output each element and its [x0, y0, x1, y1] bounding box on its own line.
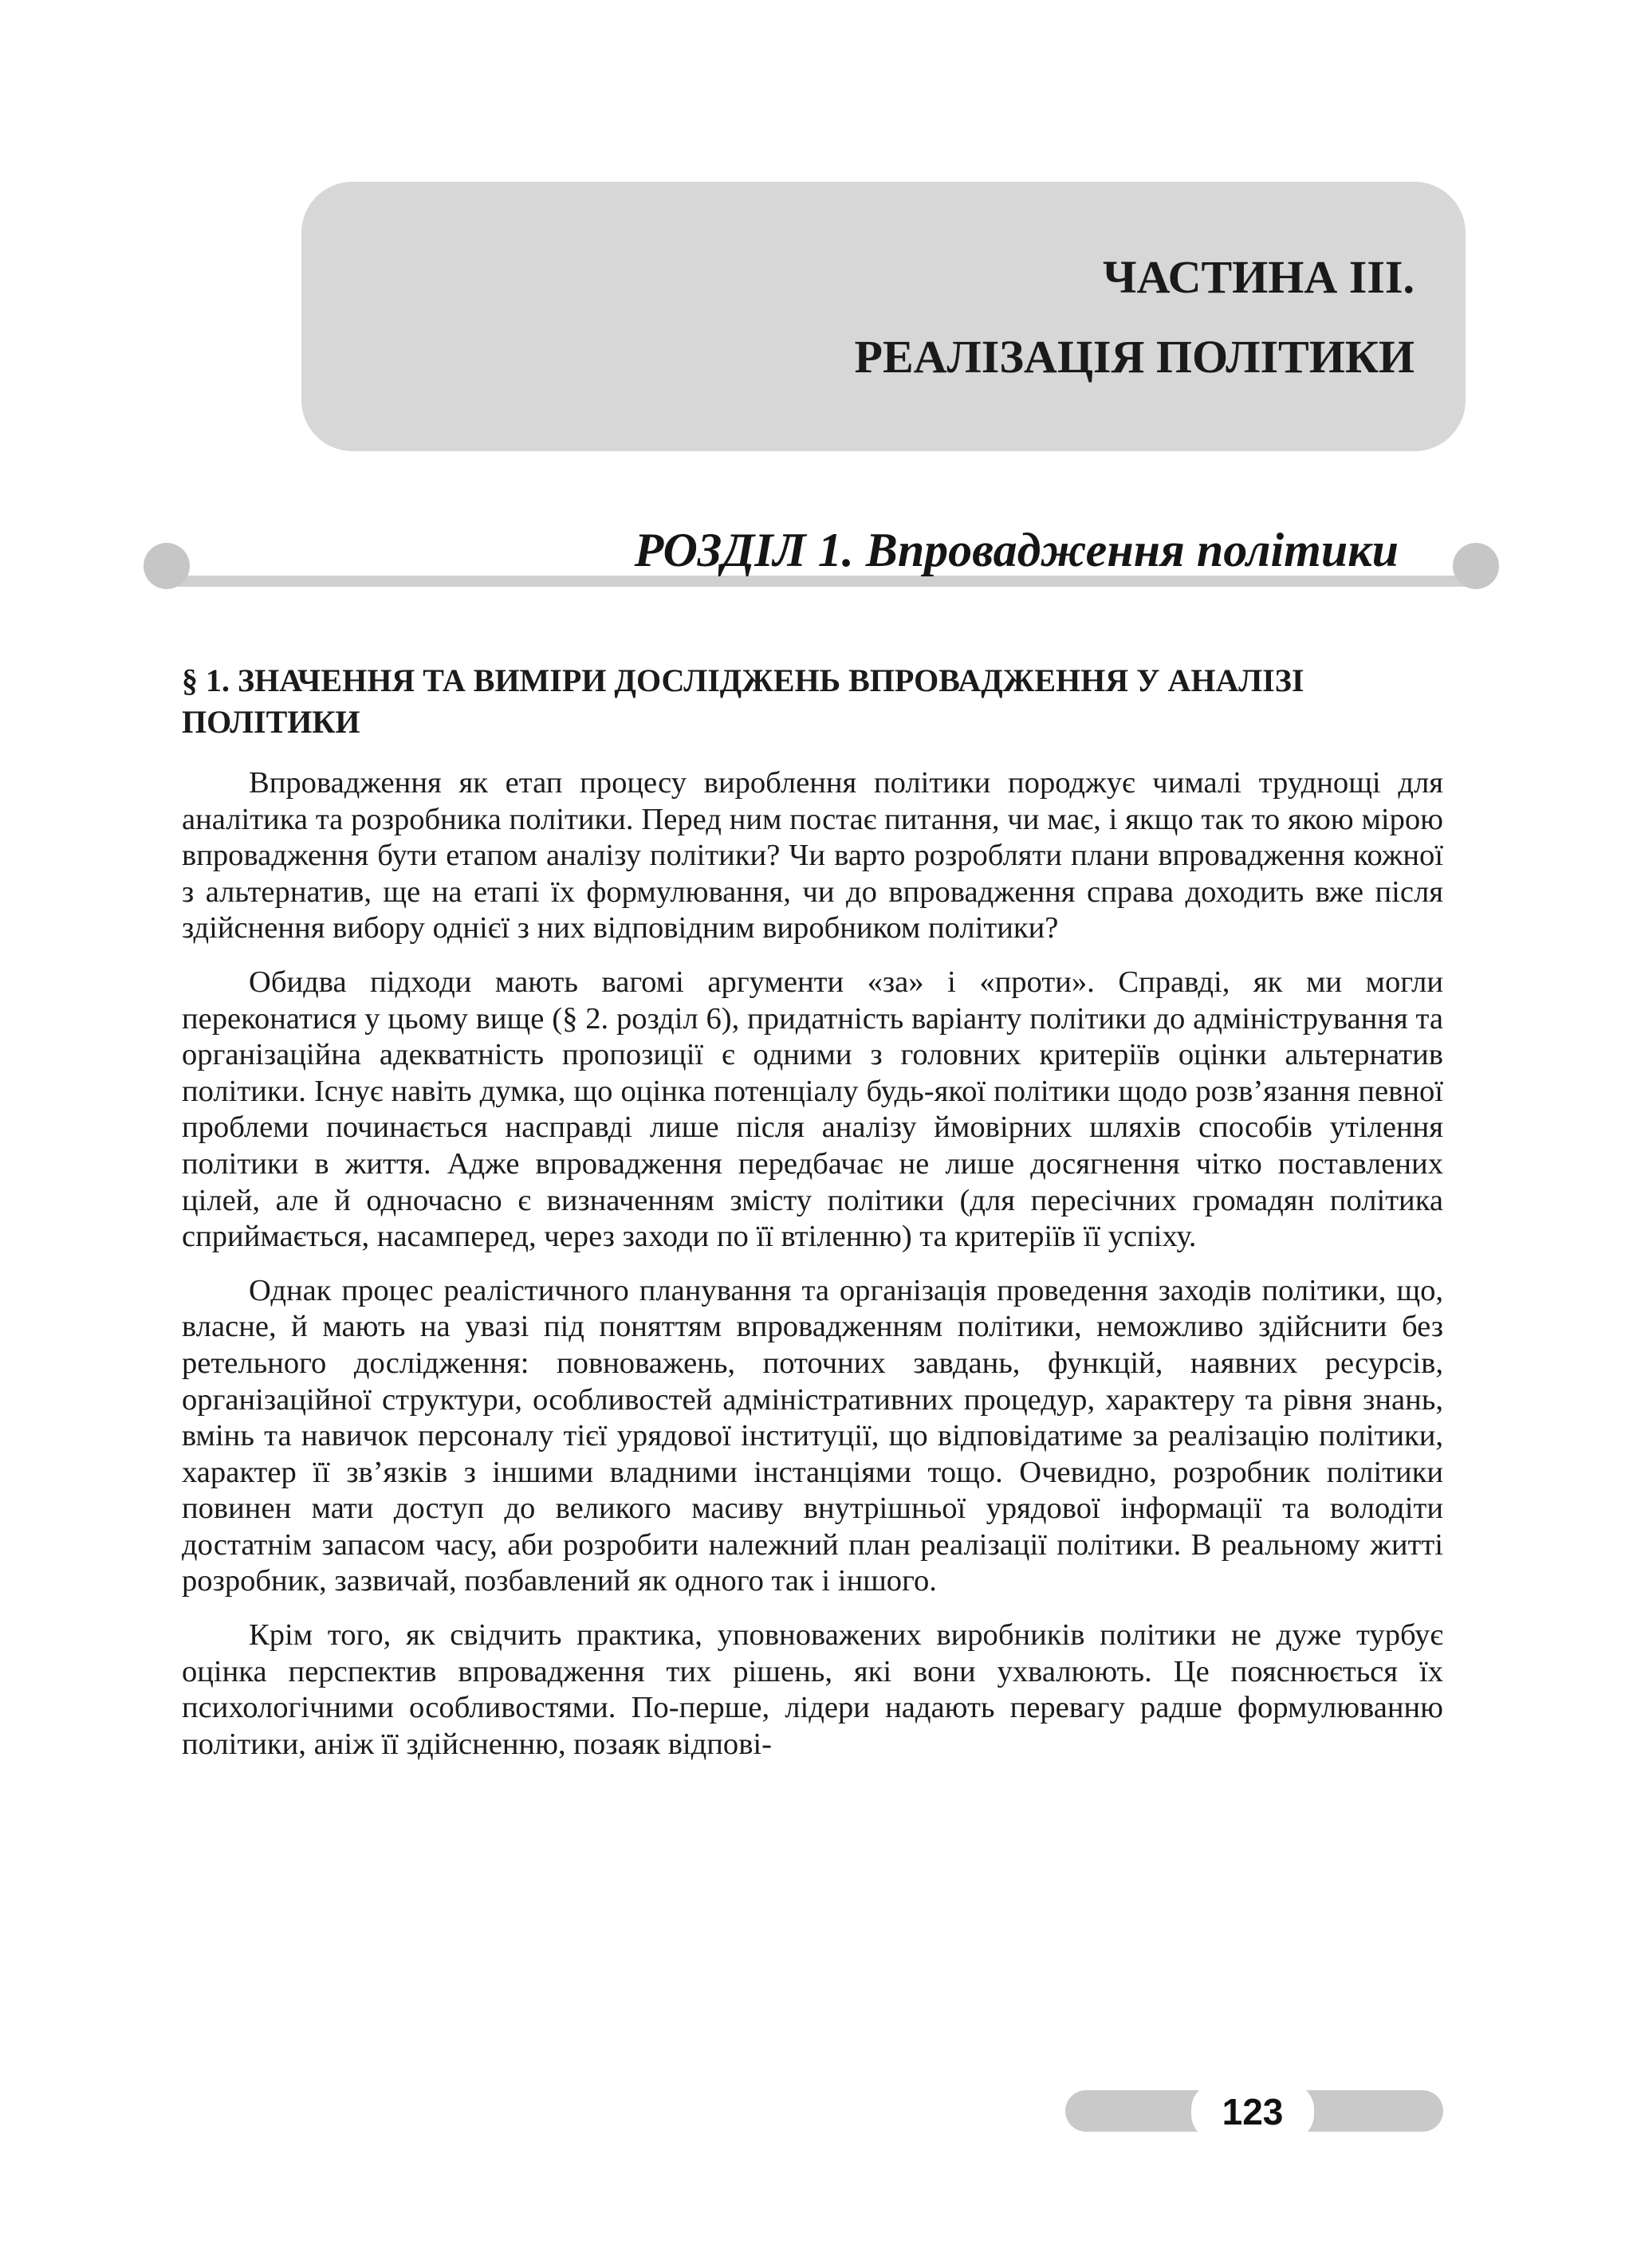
paragraph-3: Однак процес реалістичного планування та організація проведення заходів політики, що, власне, й мають на увазі під поняттям впровадженням політики, неможливо здійснити без ретельного дослідження: повноважень, поточних завдань, функцій, наявних ресурсів, організаційної структури, особливостей адміністративних процедур, характеру та рівня знань, вмінь та навичок персоналу тієї урядової інституції, що відповідатиме за реалізацію політики, характер її зв’язків з іншими владними інстанціями тощо. Очевидно, розробник політики повинен мати доступ до великого масиву внутрішньої урядової інформації та володіти достатнім запасом часу, аби розробити належний план реалізації політики. В реальному житті розробник, зазвичай, позбавлений як одного так і іншого. — [182, 1273, 1443, 1598]
page-number: 123 — [1191, 2082, 1314, 2141]
part-title-line-1: ЧАСТИНА ІІІ. — [1103, 251, 1415, 303]
section-heading: § 1. ЗНАЧЕННЯ ТА ВИМІРИ ДОСЛІДЖЕНЬ ВПРОВАДЖЕННЯ У АНАЛІЗІ ПОЛІТИКИ — [182, 662, 1304, 740]
paragraph-4: Крім того, як свідчить практика, уповноважених виробників політики не дуже турбує оцінка перспектив впровадження тих рішень, які вони ухвалюють. Це пояснюється їх психологічними особливостями. По-перше, лідери надають перевагу радше формулюванню політики, аніж її здійсненню, позаяк відпові- — [182, 1618, 1443, 1761]
part-title-line-2: РЕАЛІЗАЦІЯ ПОЛІТИКИ — [854, 331, 1415, 383]
part-title-box — [301, 182, 1466, 451]
paragraph-2: Обидва підходи мають вагомі аргументи «за» і «проти». Справді, як ми могли переконатися у цьому вище (§ 2. розділ 6), придатність варіанту політики до адміністрування та організаційна адекватність пропозиції є одними з головних критеріїв оцінки альтернатив політики. Існує навіть думка, що оцінка потенціалу будь-якої політики щодо розв’язання певної проблеми починається насправді лише після аналізу ймовірних шляхів способів утілення політики в життя. Адже впровадження передбачає не лише досягнення чітко поставлених цілей, але й одночасно є визначенням змісту політики (для пересічних громадян політика сприймається, насамперед, через заходи по її втіленню) та критеріїв її успіху. — [182, 965, 1443, 1254]
divider-right-dot — [1453, 543, 1499, 589]
paragraph-1: Впровадження як етап процесу вироблення політики породжує чималі труднощі для аналітика та розробника політики. Перед ним постає питання, чи має, і якщо так то якою мірою впровадження бути етапом аналізу політики? Чи варто розробляти плани впровадження кожної з альтернатив, ще на етапі їх формулювання, чи до впровадження справа доходить вже після здійснення вибору однієї з них відповідним виробником політики? — [182, 766, 1443, 945]
chapter-title: РОЗДІЛ 1. Впровадження політики — [634, 524, 1399, 576]
part-title — [855, 238, 1415, 397]
page-body — [182, 660, 1443, 1780]
divider-left-dot — [144, 543, 190, 589]
